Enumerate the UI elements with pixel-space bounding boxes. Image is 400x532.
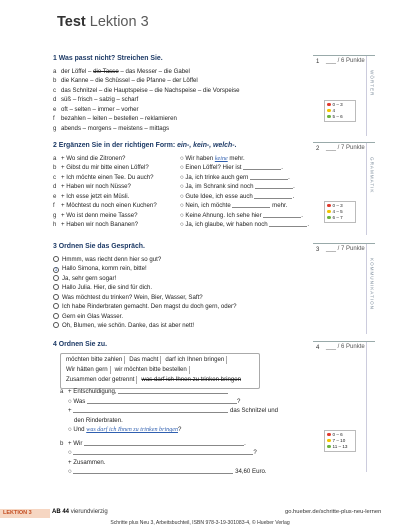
blank[interactable] bbox=[73, 468, 233, 474]
scale-range: 11 – 13 bbox=[332, 444, 348, 449]
scale-range: 4 bbox=[332, 108, 336, 113]
divider bbox=[366, 342, 367, 472]
answer-text bbox=[180, 193, 294, 201]
word-chip[interactable]: Das macht bbox=[127, 356, 161, 364]
score-number: 1 bbox=[316, 59, 320, 65]
traffic-light-dot-icon bbox=[327, 103, 331, 107]
answer-prefix: ○ Keine Ahnung. Ich sehe hier bbox=[180, 211, 264, 219]
list-item bbox=[53, 265, 303, 275]
list-item bbox=[53, 313, 303, 323]
blank[interactable] bbox=[263, 212, 301, 218]
traffic-light-dot-icon bbox=[327, 439, 331, 443]
list-item bbox=[53, 115, 303, 125]
list-item bbox=[53, 125, 303, 135]
blank[interactable] bbox=[243, 164, 281, 170]
blank[interactable] bbox=[269, 221, 310, 229]
score-points[interactable]: ___ / 7 Punkte bbox=[326, 246, 365, 252]
dialogue-line: Ich habe Rinderbraten gemacht. Den magst du doch gern, oder? bbox=[62, 303, 237, 311]
word-box-line bbox=[64, 366, 256, 376]
answer-text bbox=[180, 183, 295, 191]
traffic-light-dot-icon bbox=[327, 204, 331, 208]
answer-prefix: ○ Nein, ich möchte bbox=[180, 202, 233, 210]
item-text: – das Messer – die Gabel bbox=[118, 67, 190, 75]
category-label: WÖRTER bbox=[369, 70, 375, 97]
list-item bbox=[53, 193, 303, 203]
category-label: KOMMUNIKATION bbox=[369, 258, 375, 310]
item-label: a bbox=[53, 154, 57, 162]
page-number: AB 44 vierundvierzig bbox=[52, 509, 108, 515]
score-scale bbox=[324, 100, 356, 122]
scale-range: 0 – 3 bbox=[332, 102, 343, 107]
word-chip[interactable]: möchten bitte zahlen bbox=[64, 356, 125, 364]
dialogue-line: Hallo Julia. Hier, die sind für dich. bbox=[62, 284, 153, 292]
blank[interactable] bbox=[250, 174, 288, 180]
score-number: 2 bbox=[316, 146, 320, 152]
page-title: Test Lektion 3 bbox=[57, 14, 149, 30]
score-points[interactable]: ___ / 6 Punkte bbox=[326, 58, 365, 64]
list-item bbox=[53, 106, 303, 116]
item-label: g bbox=[53, 124, 57, 132]
divider bbox=[366, 56, 367, 136]
blank[interactable] bbox=[73, 449, 253, 455]
item-text: oft – selten – immer – vorher bbox=[61, 105, 139, 113]
list-item bbox=[53, 174, 303, 184]
word-box-line bbox=[64, 356, 256, 366]
order-circle[interactable] bbox=[53, 303, 59, 309]
exercise-4-dialogues: a + Entschuldigung, ○ Was ? + das Schnitzel und den Rinderbraten. ○ Und was darf ich Ihnen zu trinken bringen? b + Wir . ○ ? + Zusammen. ○ 34,60 Euro. bbox=[60, 388, 279, 475]
item-label: e bbox=[53, 105, 57, 113]
score-panel-1 bbox=[313, 55, 375, 135]
word-box bbox=[60, 353, 260, 389]
list-item bbox=[53, 68, 303, 78]
divider bbox=[366, 244, 367, 334]
answer-suffix: mehr. bbox=[227, 154, 245, 162]
website-link[interactable]: go.hueber.de/schritte-plus-neu-lernen bbox=[285, 509, 382, 515]
dialogue-line: Oh, Blumen, wie schön. Danke, das ist aber nett! bbox=[62, 322, 195, 330]
list-item bbox=[53, 183, 303, 193]
item-label: f bbox=[53, 115, 55, 123]
answer-prefix: ○ Gute Idee, ich esse auch bbox=[180, 192, 255, 200]
exercise-1-heading: 1 Was passt nicht? Streichen Sie. bbox=[53, 55, 163, 62]
answer-suffix: . bbox=[307, 221, 310, 229]
dialogue-line: Hallo Simona, komm rein, bitte! bbox=[62, 265, 147, 273]
question-text: + Wo ist denn meine Tasse? bbox=[61, 211, 138, 219]
score-panel-2 bbox=[313, 142, 375, 234]
item-label: d bbox=[53, 96, 57, 104]
answer-prefix: ○ Ja, im Schrank sind noch bbox=[180, 183, 256, 191]
list-item bbox=[53, 284, 303, 294]
exercise-2 bbox=[53, 142, 310, 231]
score-number: 3 bbox=[316, 247, 320, 253]
list-item bbox=[53, 275, 303, 285]
question-text: + Möchtest du noch einen Kuchen? bbox=[61, 202, 157, 210]
scale-row bbox=[327, 444, 353, 450]
answer-prefix: ○ Ja, ich trinke auch gern bbox=[180, 173, 251, 181]
answer-text bbox=[180, 164, 283, 172]
score-points[interactable]: ___ / 6 Punkte bbox=[326, 344, 365, 350]
list-item bbox=[53, 155, 303, 165]
question-text: + Haben wir noch Nüsse? bbox=[61, 183, 131, 191]
order-circle[interactable] bbox=[53, 275, 59, 281]
word-chip[interactable]: Wir hätten gern bbox=[64, 366, 111, 374]
scale-range: 4 – 5 bbox=[332, 209, 343, 214]
score-scale bbox=[324, 201, 356, 223]
answer-suffix: . bbox=[288, 173, 290, 181]
answer-text bbox=[180, 174, 290, 182]
word-chip[interactable]: Zusammen oder getrennt bbox=[64, 376, 137, 384]
traffic-light-dot-icon bbox=[327, 109, 331, 113]
word-chip[interactable]: wir möchten bitte bestellen bbox=[113, 366, 190, 374]
exercise-1 bbox=[53, 55, 303, 134]
blank[interactable] bbox=[232, 202, 270, 208]
score-panel-4 bbox=[313, 341, 375, 471]
list-item bbox=[53, 294, 303, 304]
traffic-light-dot-icon bbox=[327, 115, 331, 119]
lesson-tag: LEKTION 3 bbox=[0, 509, 50, 518]
blank[interactable] bbox=[73, 407, 228, 413]
item-text: die Kanne – die Schüssel – die Pfanne – der Löffel bbox=[61, 77, 198, 85]
list-item bbox=[53, 212, 303, 222]
question-text: + Haben wir noch Bananen? bbox=[61, 221, 139, 229]
item-label: b bbox=[53, 164, 57, 172]
order-circle[interactable]: 1 bbox=[54, 267, 58, 274]
list-item bbox=[53, 164, 303, 174]
dialogue-line: Gern ein Glas Wasser. bbox=[62, 312, 124, 320]
exercise-2-heading: 2 Ergänzen Sie in der richtigen Form: ein-, kein-, welch-. bbox=[53, 142, 237, 149]
answer-suffix: . bbox=[293, 183, 295, 191]
scale-range: 5 – 6 bbox=[332, 114, 343, 119]
scale-row bbox=[327, 114, 353, 120]
exercise-3 bbox=[53, 243, 303, 332]
item-label: a bbox=[53, 67, 57, 75]
item-text: bezahlen – leiten – bestellen – reklamieren bbox=[61, 115, 177, 123]
score-points[interactable]: ___ / 7 Punkte bbox=[326, 145, 365, 151]
category-label: GRAMMATIK bbox=[369, 157, 375, 194]
dialogue-line: Ja, sehr gern sogar! bbox=[62, 274, 117, 282]
example-answer: keine bbox=[214, 155, 228, 162]
dialogue-line: Was möchtest du trinken? Wein, Bier, Wasser, Saft? bbox=[62, 293, 203, 301]
traffic-light-dot-icon bbox=[327, 216, 331, 220]
item-label: f bbox=[53, 202, 55, 210]
order-circle[interactable] bbox=[53, 284, 59, 290]
scale-range: 7 – 10 bbox=[332, 438, 346, 443]
struck-word: die Tasse bbox=[93, 67, 119, 75]
question-text: + Gibst du mir bitte einen Löffel? bbox=[61, 164, 149, 172]
blank[interactable] bbox=[254, 192, 295, 200]
answer-text bbox=[180, 212, 303, 220]
scale-range: 0 – 3 bbox=[332, 203, 343, 208]
word-chip[interactable]: was darf ich Ihnen zu trinken bringen bbox=[141, 376, 242, 383]
item-text: süß – frisch – salzig – scharf bbox=[61, 96, 139, 104]
item-label: e bbox=[53, 192, 57, 200]
traffic-light-dot-icon bbox=[327, 433, 331, 437]
list-item bbox=[53, 303, 303, 313]
item-text: der Löffel – bbox=[61, 67, 94, 75]
order-circle[interactable] bbox=[53, 256, 59, 262]
blank[interactable] bbox=[87, 398, 237, 404]
item-label: g bbox=[53, 211, 57, 219]
question-text: + Ich möchte einen Tee. Du auch? bbox=[61, 173, 154, 181]
exercise-4 bbox=[53, 341, 303, 354]
score-number: 4 bbox=[316, 345, 320, 351]
list-item bbox=[53, 322, 303, 332]
scale-range: 6 – 7 bbox=[332, 215, 343, 220]
item-label: b bbox=[53, 77, 57, 85]
list-item bbox=[53, 202, 303, 212]
question-text: + Ich esse jetzt ein Müsli. bbox=[61, 192, 130, 200]
answer-suffix: mehr. bbox=[270, 202, 288, 210]
item-label: c bbox=[53, 173, 57, 181]
answer-prefix: ○ Wir haben bbox=[180, 154, 215, 162]
order-circle[interactable] bbox=[53, 294, 59, 300]
item-text: abends – morgens – meistens – mittags bbox=[61, 124, 170, 132]
answer-text bbox=[180, 221, 309, 229]
list-item bbox=[53, 77, 303, 87]
answer-prefix: ○ Einen Löffel? Hier ist bbox=[180, 164, 244, 172]
answer-suffix: . bbox=[301, 211, 303, 219]
answer-suffix: . bbox=[281, 164, 283, 172]
answer-text bbox=[180, 202, 287, 210]
question-text: + Wo sind die Zitronen? bbox=[61, 154, 126, 162]
blank[interactable] bbox=[255, 183, 293, 189]
blank[interactable] bbox=[118, 388, 228, 394]
scale-row bbox=[327, 215, 353, 221]
order-circle[interactable] bbox=[53, 313, 59, 319]
copyright: Schritte plus Neu 3, Arbeitsbuchteil, ISBN 978-3-19-301083-4, © Hueber Verlag bbox=[110, 520, 290, 526]
traffic-light-dot-icon bbox=[327, 445, 331, 449]
list-item bbox=[53, 256, 303, 266]
item-label: d bbox=[53, 183, 57, 191]
item-text: das Schnitzel – die Hauptspeise – die Nachspeise – die Vorspeise bbox=[61, 86, 240, 94]
score-panel-3 bbox=[313, 243, 375, 333]
word-chip[interactable]: darf ich Ihnen bringen bbox=[163, 356, 227, 364]
blank[interactable] bbox=[84, 440, 244, 446]
order-circle[interactable] bbox=[53, 322, 59, 328]
list-item bbox=[53, 221, 310, 231]
item-label: h bbox=[53, 221, 57, 229]
answer-suffix: . bbox=[292, 192, 295, 200]
dialogue-line: Hmmm, was riecht denn hier so gut? bbox=[62, 255, 162, 263]
traffic-light-dot-icon bbox=[327, 210, 331, 214]
item-label: c bbox=[53, 86, 57, 94]
exercise-4-heading: 4 Ordnen Sie zu. bbox=[53, 341, 107, 348]
score-scale bbox=[324, 430, 356, 452]
divider bbox=[366, 143, 367, 235]
exercise-3-heading: 3 Ordnen Sie das Gespräch. bbox=[53, 243, 145, 250]
scale-range: 0 – 6 bbox=[332, 432, 343, 437]
answer-prefix: ○ Ja, ich glaube, wir haben noch bbox=[180, 221, 270, 229]
list-item bbox=[53, 96, 303, 106]
word-box-line bbox=[64, 376, 256, 386]
answer-text bbox=[180, 155, 245, 164]
list-item bbox=[53, 87, 303, 97]
example-answer: was darf ich Ihnen zu trinken bringen bbox=[86, 427, 178, 433]
